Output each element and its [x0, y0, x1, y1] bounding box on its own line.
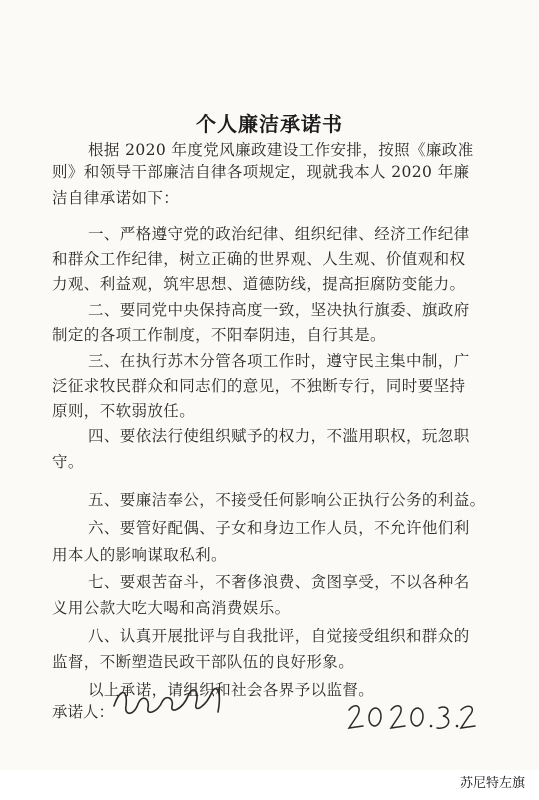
body-line: 根据 2020 年度党风廉政建设工作安排，按照《廉政准 — [88, 141, 474, 159]
handwritten-date — [345, 700, 485, 736]
body-line: 原则，不软弱放任。 — [52, 402, 196, 420]
signer-label: 承诺人： — [52, 703, 115, 721]
body-line: 一、严格遵守党的政治纪律、组织纪律、经济工作纪律 — [88, 225, 470, 243]
body-line: 制定的各项工作制度，不阳奉阴违，自行其是。 — [52, 326, 386, 344]
handwritten-signature — [108, 676, 228, 724]
body-line: 用本人的影响谋取私利。 — [52, 546, 227, 564]
body-line: 泛征求牧民群众和同志们的意见，不独断专行，同时要坚持 — [52, 377, 466, 395]
body-line: 监督，不断塑造民政干部队伍的良好形象。 — [52, 653, 355, 671]
body-line: 三、在执行苏木分管各项工作时，遵守民主集中制，广 — [88, 352, 470, 370]
body-line: 六、要管好配偶、子女和身边工作人员，不允许他们利 — [88, 519, 470, 537]
body-line: 八、认真开展批评与自我批评，自觉接受组织和群众的 — [88, 627, 470, 645]
body-line: 和群众工作纪律，树立正确的世界观、人生观、价值观和权 — [52, 250, 466, 268]
body-line: 以上承诺，请组织和社会各界予以监督。 — [88, 681, 375, 699]
document-title: 个人廉洁承诺书 — [196, 112, 343, 136]
body-line: 义用公款大吃大喝和高消费娱乐。 — [52, 599, 291, 617]
body-line: 则》和领导干部廉洁自律各项规定，现就我本人 2020 年廉 — [52, 163, 470, 181]
body-line: 守。 — [52, 453, 84, 471]
body-line: 五、要廉洁奉公，不接受任何影响公正执行公务的利益。 — [88, 491, 486, 509]
body-line: 力观、利益观，筑牢思想、道德防线，提高拒腐防变能力。 — [52, 275, 466, 293]
body-line: 七、要艰苦奋斗，不奢侈浪费、贪图享受，不以各种名 — [88, 573, 470, 591]
body-line: 洁自律承诺如下： — [52, 189, 180, 207]
body-line: 四、要依法行使组织赋予的权力，不滥用职权，玩忽职 — [88, 427, 470, 445]
body-line: 二、要同党中央保持高度一致，坚决执行旗委、旗政府 — [88, 301, 470, 319]
footer-watermark: 苏尼特左旗 — [459, 776, 525, 791]
